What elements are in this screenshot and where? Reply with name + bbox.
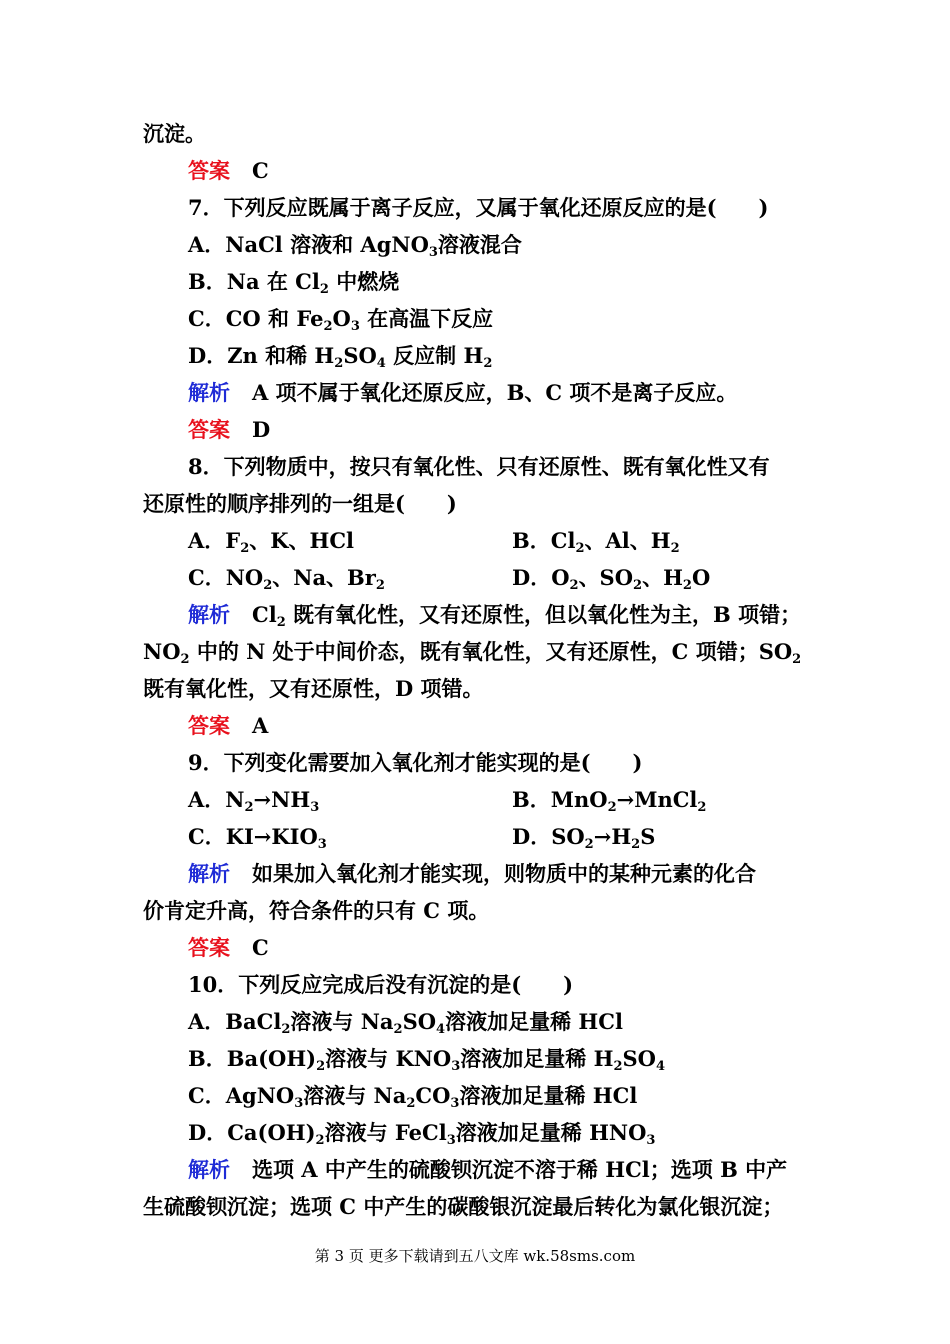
option-b: B．$Cl_2$、Al、$H_2$	[512, 528, 680, 556]
answer-line	[188, 157, 269, 185]
option-d: D．$Ca(OH)_2$溶液与 FeCl$_3$溶液加足量稀 $HNO_3$	[188, 1120, 656, 1148]
analysis-label: 解析	[188, 1157, 230, 1182]
question-stem: 8．下列物质中，按只有氧化性、只有还原性、既有氧化性又有	[188, 454, 770, 479]
option-a: A．$F_2$、K、HCl	[188, 528, 355, 556]
option-b: B．MnO$_2$→MnCl$_2$	[512, 787, 707, 815]
answer-label: 答案	[188, 713, 230, 738]
answer-label: 答案	[188, 935, 230, 960]
option-a: A．NaCl 溶液和 AgNO$_3$溶液混合	[188, 232, 522, 260]
analysis-line: 生硫酸钡沉淀；选项 C 中产生的碳酸银沉淀最后转化为氯化银沉淀；	[143, 1194, 784, 1219]
answer-line	[188, 934, 269, 962]
option-c: C．AgNO$_3$溶液与 $Na_2CO_3$溶液加足量稀 HCl	[188, 1083, 638, 1111]
answer-label: 答案	[188, 417, 230, 442]
analysis-line: 既有氧化性，又有还原性，D 项错。	[143, 676, 484, 701]
page-footer: 第 3 页 更多下载请到五八文库 wk.58sms.com	[314, 1247, 636, 1265]
option-b: B．Na 在 $Cl_2$ 中燃烧	[188, 269, 400, 297]
analysis-line: 解析 A 项不属于氧化还原反应，B、C 项不是离子反应。	[188, 380, 738, 405]
answer-value: D	[252, 417, 271, 442]
question-stem: 9．下列变化需要加入氧化剂才能实现的是( )	[188, 750, 643, 775]
text-line: 沉淀。	[143, 121, 206, 146]
answer-value: A	[252, 713, 269, 738]
option-c: C．$KI\to KIO_3$	[188, 824, 327, 852]
analysis-line: 价肯定升高，符合条件的只有 C 项。	[143, 898, 490, 923]
question-stem-cont: 还原性的顺序排列的一组是( )	[143, 491, 457, 516]
option-b: B．$Ba(OH)_2$溶液与 $KNO_3$溶液加足量稀 $H_2SO_4$	[188, 1046, 665, 1074]
question-stem: 7．下列反应既属于离子反应，又属于氧化还原反应的是( )	[188, 195, 769, 220]
option-a: A．BaCl$_2$溶液与 $Na_2SO_4$溶液加足量稀 HCl	[188, 1009, 623, 1037]
analysis-label: 解析	[188, 380, 230, 405]
analysis-label: 解析	[188, 861, 230, 886]
analysis-line: $NO_2$ 中的 N 处于中间价态，既有氧化性，又有还原性，C 项错；$SO_2$	[143, 639, 802, 667]
option-a: A．$N_2\to NH_3$	[188, 787, 320, 815]
option-d: D．Zn 和稀 $H_2SO_4$ 反应制 $H_2$	[188, 343, 493, 371]
answer-value: C	[252, 158, 269, 183]
answer-value: C	[252, 935, 269, 960]
answer-line	[188, 712, 268, 740]
analysis-line: 解析 如果加入氧化剂才能实现，则物质中的某种元素的化合	[188, 861, 756, 886]
analysis-label: 解析	[188, 602, 230, 627]
analysis-line: 解析 $Cl_2$ 既有氧化性，又有还原性，但以氧化性为主，B 项错；	[188, 602, 802, 630]
option-d: D．$O_2$、$SO_2$、$H_2O$	[512, 565, 711, 593]
question-stem: 10．下列反应完成后没有沉淀的是( )	[188, 972, 574, 997]
analysis-line: 解析 选项 A 中产生的硫酸钡沉淀不溶于稀 HCl；选项 B 中产	[188, 1157, 788, 1182]
answer-line	[188, 416, 270, 444]
option-c: C．CO 和 $Fe_2O_3$ 在高温下反应	[188, 306, 494, 334]
option-d: D．$SO_2\to H_2S$	[512, 824, 656, 852]
answer-label: 答案	[188, 158, 230, 183]
option-c: C．$NO_2$、Na、$Br_2$	[188, 565, 385, 593]
